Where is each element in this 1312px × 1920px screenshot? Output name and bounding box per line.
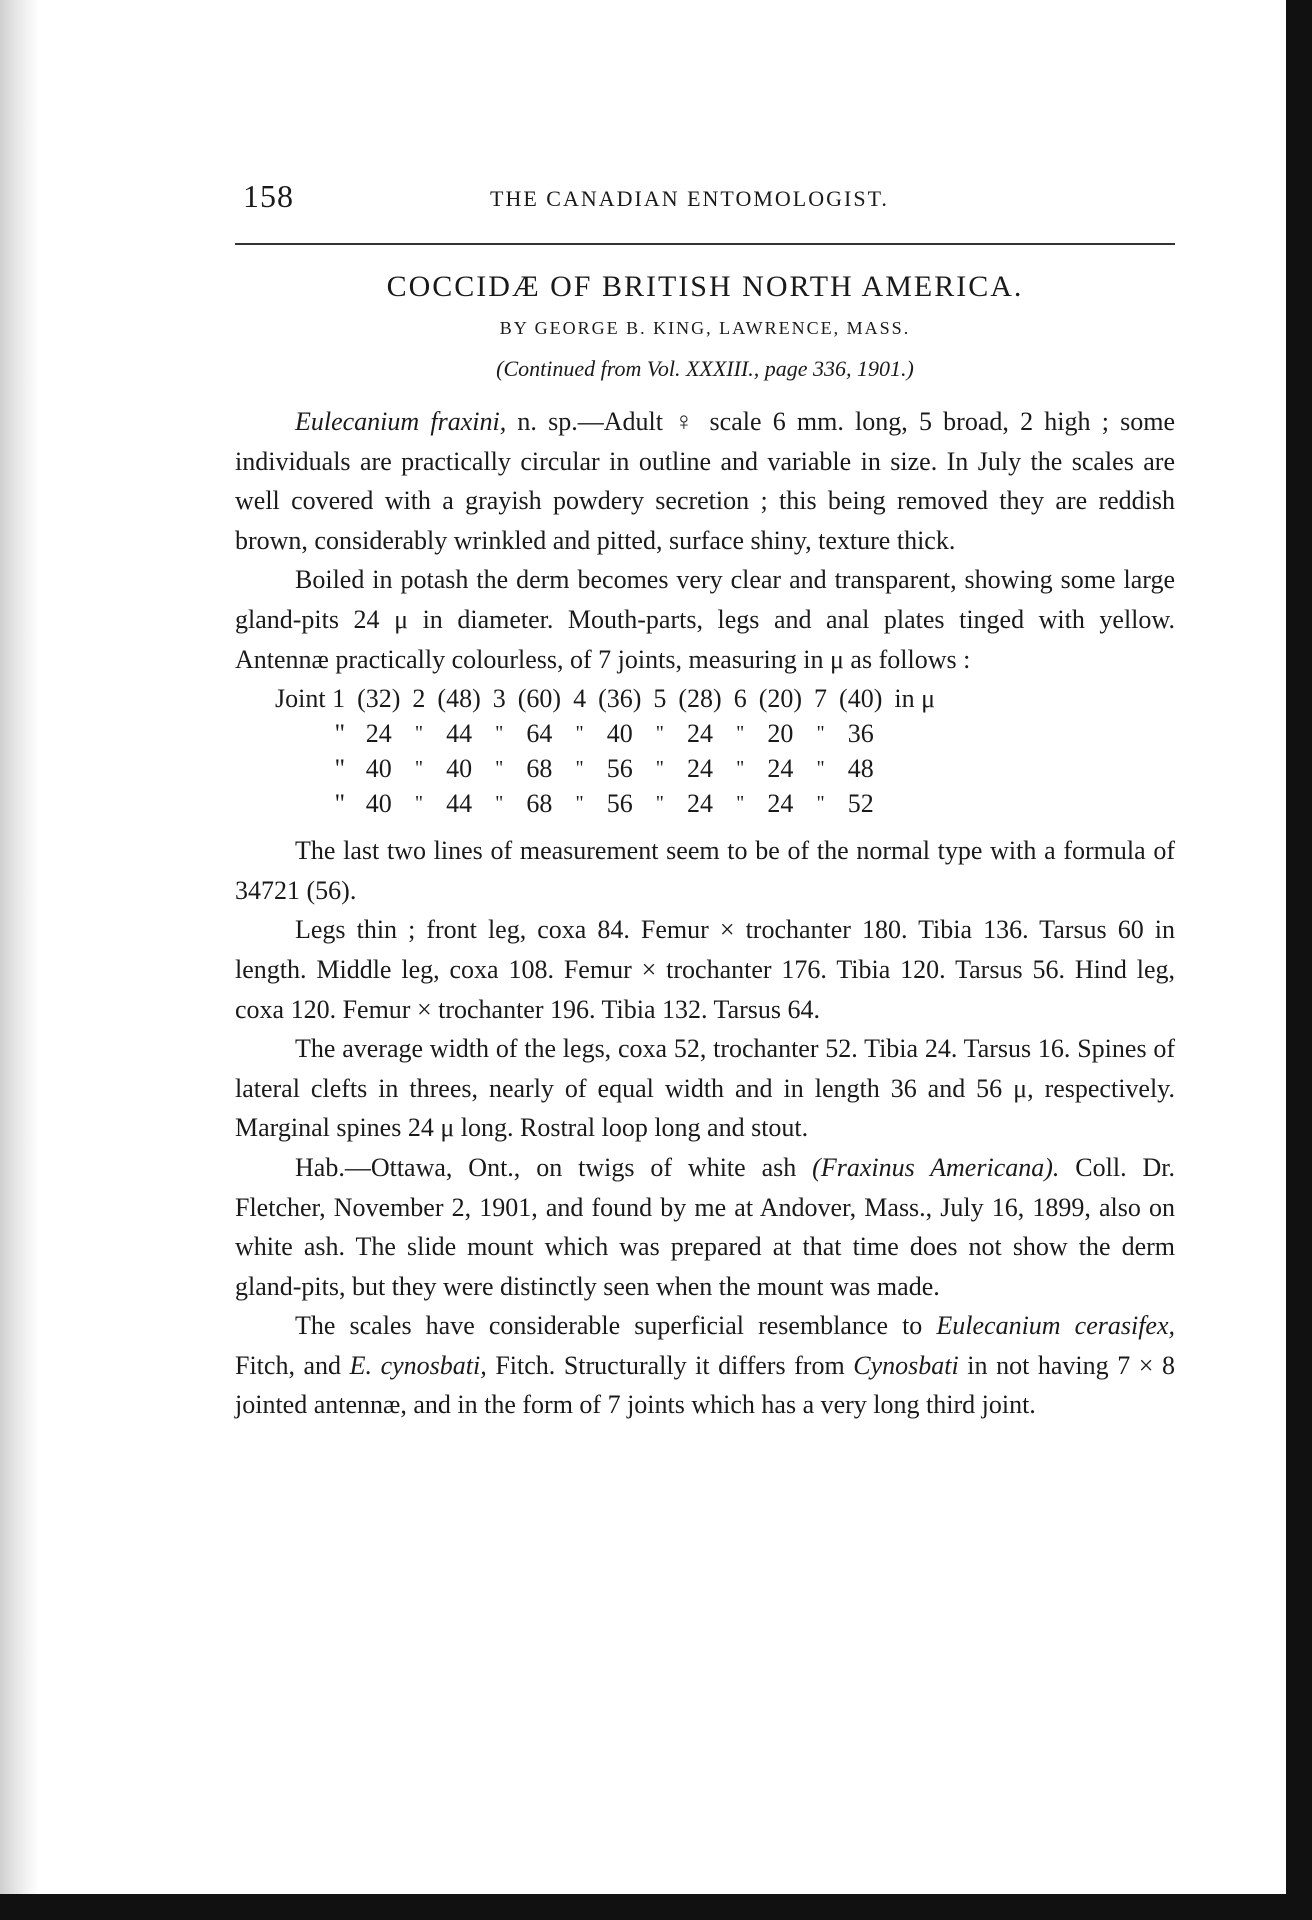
ditto-mark: " bbox=[334, 719, 346, 749]
article-byline: BY GEORGE B. KING, LAWRENCE, MASS. bbox=[499, 318, 911, 338]
table-cell: 36 bbox=[847, 719, 874, 749]
table-cell: 68 bbox=[526, 789, 553, 819]
header-rule bbox=[235, 243, 1175, 245]
table-cell: 20 bbox=[767, 719, 794, 749]
table-cell: Joint 1 bbox=[275, 684, 346, 714]
ditto-mark: " bbox=[334, 754, 346, 784]
running-head: THE CANADIAN ENTOMOLOGIST. bbox=[490, 186, 889, 211]
table-cell: (32) bbox=[357, 684, 401, 714]
table-cell: (48) bbox=[437, 684, 481, 714]
ditto-mark: " bbox=[816, 792, 825, 815]
table-cell: 24 bbox=[687, 719, 714, 749]
table-cell: (40) bbox=[839, 684, 883, 714]
page-header bbox=[235, 170, 1175, 220]
table-row bbox=[275, 716, 941, 751]
table-cell: 40 bbox=[365, 754, 392, 784]
ditto-mark: " bbox=[495, 757, 504, 780]
table-cell bbox=[888, 786, 941, 821]
table-row bbox=[275, 681, 941, 716]
continued-note: (Continued from Vol. XXXIII., page 336, 1901.) bbox=[496, 356, 914, 381]
paragraph-formula: The last two lines of measurement seem to be of the normal type with a formula of 34721 (56). bbox=[235, 836, 1175, 905]
table-cell: 7 bbox=[814, 684, 828, 714]
table-cell: 40 bbox=[446, 754, 473, 784]
ditto-mark: " bbox=[575, 792, 584, 815]
ditto-mark: " bbox=[575, 757, 584, 780]
ditto-mark: " bbox=[816, 757, 825, 780]
paragraph-text: in not having 7 × 8 jointed antennæ, and in the form of 7 joints which has a very long third joint. bbox=[235, 1350, 1176, 1420]
table-row bbox=[275, 751, 941, 786]
paragraph-habitat bbox=[235, 1148, 1175, 1306]
paragraph-leg-widths: The average width of the legs, coxa 52, trochanter 52. Tibia 24. Tarsus 16. Spines of lateral clefts in threes, nearly of equal width and in length 36 and 56 μ, respectively. Marginal spines 24 μ long. Rostral loop long and stout. bbox=[235, 1034, 1175, 1143]
table-cell: (36) bbox=[598, 684, 642, 714]
paragraph-text: Hab.—Ottawa, Ont., on twigs of white ash bbox=[295, 1152, 813, 1182]
table-cell: 2 bbox=[412, 684, 426, 714]
paragraph-derm: Boiled in potash the derm becomes very clear and transparent, showing some large gland-pits 24 μ in diameter. Mouth-parts, legs and anal plates tinged with yellow. Antennæ practically colourless, of 7 joints, measuring in μ as follows : bbox=[235, 565, 1175, 674]
table-cell: 4 bbox=[573, 684, 587, 714]
scan-right-border bbox=[1286, 0, 1312, 1920]
table-cell bbox=[888, 716, 941, 751]
table-cell: 3 bbox=[492, 684, 506, 714]
table-cell: 56 bbox=[606, 789, 633, 819]
table-cell: (60) bbox=[517, 684, 562, 714]
ditto-mark: " bbox=[736, 792, 745, 815]
page-number: 158 bbox=[243, 178, 294, 214]
table-cell: 64 bbox=[526, 719, 553, 749]
ditto-mark: " bbox=[736, 757, 745, 780]
table-cell: 40 bbox=[606, 719, 633, 749]
paragraph-text: The scales have considerable superficial resemblance to bbox=[295, 1311, 937, 1341]
table-cell: (28) bbox=[678, 684, 722, 714]
scan-bottom-border bbox=[0, 1894, 1312, 1920]
paragraph-comparison bbox=[235, 1306, 1175, 1425]
species-name: E. cynosbati, bbox=[349, 1350, 487, 1380]
species-name: Eulecanium fraxini, bbox=[295, 407, 507, 436]
paragraph-text: Fitch. Structurally it differs from bbox=[486, 1350, 854, 1380]
ditto-mark: " bbox=[495, 722, 504, 745]
table-cell: 6 bbox=[733, 684, 747, 714]
ditto-mark: " bbox=[736, 722, 745, 745]
paragraph-text: n. sp.—Adult ♀ scale 6 mm. long, 5 broad, 2 high ; some individuals are practically circular in outline and variable in size. In July the scales are well covered with a grayish powdery secretion ; this being removed they are reddish brown, considerably wrinkled and pitted, surface shiny, texture thick. bbox=[235, 407, 1175, 555]
ditto-mark: " bbox=[495, 792, 504, 815]
table-cell: 52 bbox=[847, 789, 874, 819]
table-cell: 68 bbox=[526, 754, 553, 784]
table-cell: 24 bbox=[767, 789, 794, 819]
table-cell: 56 bbox=[606, 754, 633, 784]
table-cell: 24 bbox=[687, 789, 714, 819]
ditto-mark: " bbox=[816, 722, 825, 745]
table-cell: 24 bbox=[767, 754, 794, 784]
paragraph-legs: Legs thin ; front leg, coxa 84. Femur × trochanter 180. Tibia 136. Tarsus 60 in length. Middle leg, coxa 108. Femur × trochanter 176. Tibia 120. Tarsus 56. Hind leg, coxa 120. Femur × trochanter 196. Tibia 132. Tarsus 64. bbox=[235, 915, 1175, 1024]
species-name: Cynosbati bbox=[853, 1350, 959, 1380]
ditto-mark: " bbox=[414, 792, 423, 815]
ditto-mark: " bbox=[655, 757, 664, 780]
table-cell: in μ bbox=[894, 684, 936, 714]
paragraph-text: Fitch, and bbox=[235, 1350, 350, 1380]
ditto-mark: " bbox=[655, 722, 664, 745]
table-row bbox=[275, 786, 941, 821]
species-name: (Fraxinus Americana). bbox=[812, 1152, 1060, 1182]
ditto-mark: " bbox=[414, 757, 423, 780]
table-cell: 24 bbox=[365, 719, 392, 749]
table-cell: 40 bbox=[365, 789, 392, 819]
page-left-edge-shadow bbox=[0, 0, 40, 1920]
article-title: COCCIDÆ OF BRITISH NORTH AMERICA. bbox=[386, 270, 1024, 303]
ditto-mark: " bbox=[334, 789, 346, 819]
paragraph-text: Coll. Dr. Fletcher, November 2, 1901, and found by me at Andover, Mass., July 16, 1899, also on white ash. The slide mount which was prepared at that time does not show the derm gland-pits, but they were distinctly seen when the mount was made. bbox=[235, 1152, 1175, 1301]
paragraph-description bbox=[235, 402, 1175, 560]
table-cell: 44 bbox=[446, 789, 473, 819]
table-cell: 5 bbox=[653, 684, 667, 714]
species-name: Eulecanium cerasifex, bbox=[936, 1311, 1175, 1341]
table-cell: 48 bbox=[847, 754, 874, 784]
table-cell: 24 bbox=[687, 754, 714, 784]
ditto-mark: " bbox=[414, 722, 423, 745]
table-cell bbox=[888, 751, 941, 786]
table-cell: 44 bbox=[446, 719, 473, 749]
ditto-mark: " bbox=[575, 722, 584, 745]
antenna-measurement-table bbox=[275, 681, 941, 821]
ditto-mark: " bbox=[655, 792, 664, 815]
table-cell: (20) bbox=[758, 684, 803, 714]
article-body bbox=[235, 402, 1175, 1425]
